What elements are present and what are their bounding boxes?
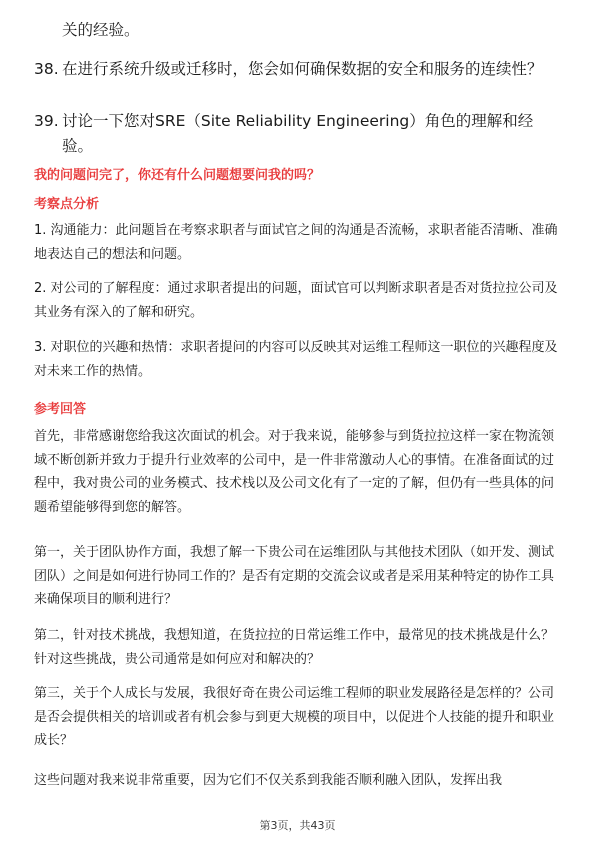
analysis-item-1: 1. 沟通能力：此问题旨在考察求职者与面试官之间的沟通是否流畅，求职者能否清晰、准确地表达自己的想法和问题。 [34,223,558,262]
answer-paragraph-5: 这些问题对我来说非常重要，因为它们不仅关系到我能否顺利融入团队，发挥出我 [34,773,503,788]
answer-paragraph-4: 第三，关于个人成长与发展，我很好奇在贵公司运维工程师的职业发展路径是怎样的？公司是否会提供相关的培训或者有机会参与到更大规模的项目中，以促进个人技能的提升和职业成长？ [34,686,555,748]
question-text: 讨论一下您对SRE（Site Reliability Engineering）角色的理解和经验。 [62,112,534,155]
answer-paragraph-3: 第二，针对技术挑战，我想知道，在货拉拉的日常运维工作中，最常见的技术挑战是什么？针对这些挑战，贵公司通常是如何应对和解决的？ [34,628,555,667]
page-footer: 第3页，共43页 [259,819,336,832]
question-number: 38. [34,60,59,78]
answer-paragraph-1: 首先，非常感谢您给我这次面试的机会。对于我来说，能够参与到货拉拉这样一家在物流领域不断创新并致力于提升行业效率的公司中，是一件非常激动人心的事情。在准备面试的过程中，我对贵公司的业务模式、技术栈以及公司文化有了一定的了解，但仍有一些具体的问题希望能够得到您的解答。 [34,429,555,515]
analysis-item-3: 3. 对职位的兴趣和热情：求职者提问的内容可以反映其对运维工程师这一职位的兴趣程度及对未来工作的热情。 [34,340,558,379]
analysis-heading: 考察点分析 [34,197,100,212]
analysis-item-2: 2. 对公司的了解程度：通过求职者提出的问题，面试官可以判断求职者是否对货拉拉公司及其业务有深入的了解和研究。 [34,281,558,320]
question-text: 在进行系统升级或迁移时，您会如何确保数据的安全和服务的连续性？ [62,60,543,78]
question-38 [34,57,559,82]
question-39 [34,109,559,159]
section-question-heading: 我的问题问完了，你还有什么问题想要问我的吗？ [34,168,321,183]
answer-paragraph-2: 第一，关于团队协作方面，我想了解一下贵公司在运维团队与其他技术团队（如开发、测试团队）之间是如何进行协同工作的？是否有定期的交流会议或者是采用某种特定的协作工具来确保项目的顺利进行？ [34,545,555,607]
question-number: 39. [34,112,59,130]
answer-heading: 参考回答 [34,402,87,417]
question-37-continuation: 关的经验。 [62,21,140,39]
